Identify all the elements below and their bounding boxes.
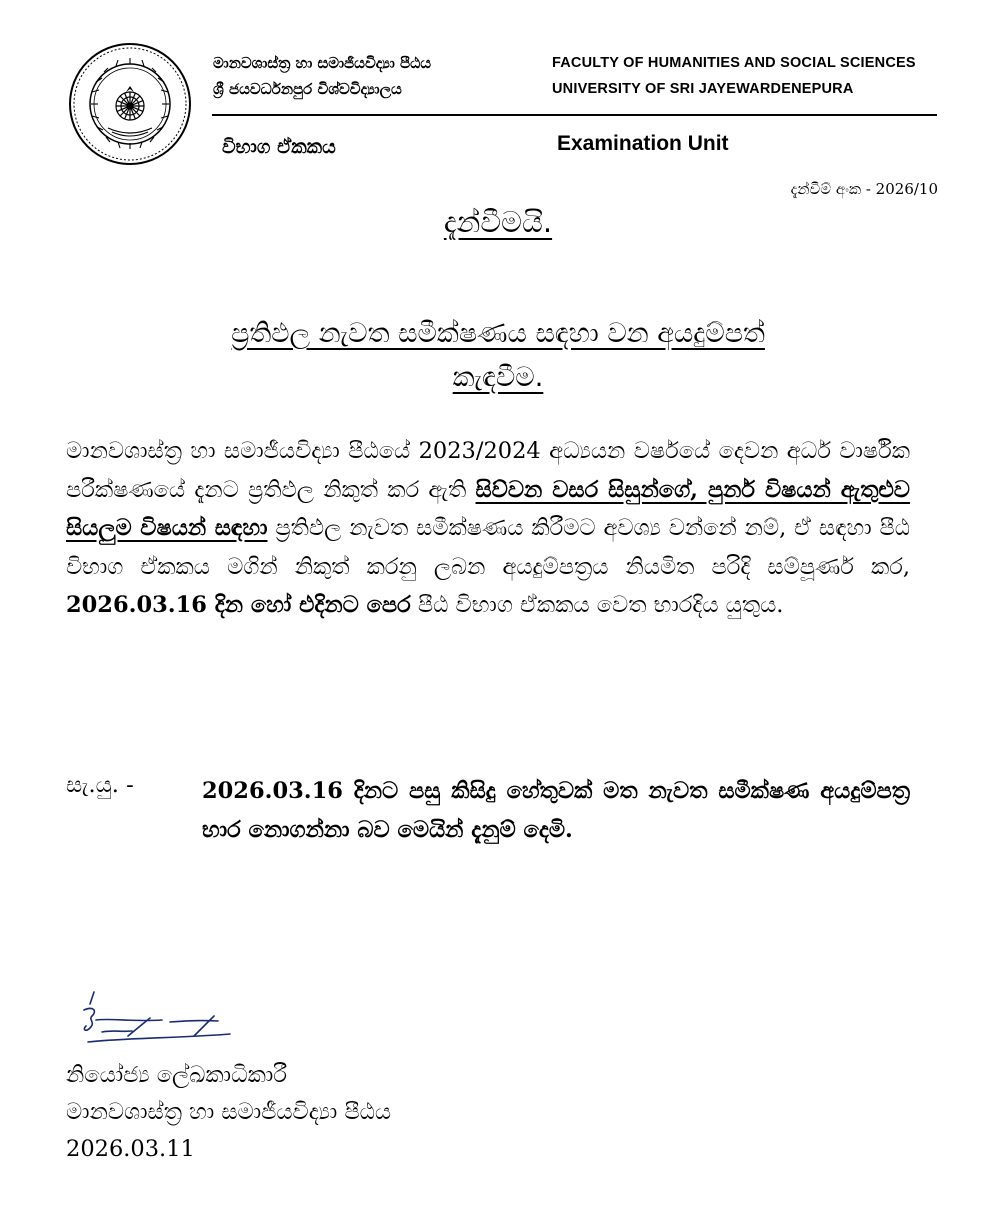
body-deadline: 2026.03.16 දින හෝ එදිනට පෙර <box>66 592 411 618</box>
unit-name-sinhala: විභාග ඒකකය <box>222 136 336 158</box>
subtitle-line-2 <box>0 362 996 394</box>
notice-number: දැන්වීම් අංක - 2026/10 <box>790 180 938 198</box>
header-divider <box>212 114 937 116</box>
university-seal-logo <box>68 42 192 166</box>
subtitle-line-2-text: කැඳවීම. <box>452 362 544 393</box>
signature-image <box>72 988 242 1060</box>
body-paragraph <box>66 432 910 625</box>
body-text-part-1: මානවශාස්ත්‍ර හා සමාජීයවිද්‍යා පීඨයේ 2023/2024 අධ්‍යයන වර්ෂයේ දෙවන අර්ධ වාර්ෂික පරීක්ෂණයේ දැනට ප්‍රතිඵල නිකුත් කර ඇති <box>66 438 910 503</box>
university-name-sinhala: ශ්‍රී ජයවර්ධනපුර විශ්වවිද්‍යාලය <box>213 80 402 98</box>
unit-name-english: Examination Unit <box>557 132 729 155</box>
postscript-text: 2026.03.16 දිනට පසු කිසිදු හේතුවක් මත නැවත සමීක්ෂණ අයදුම්පත්‍ර භාර නොගන්නා බව මෙයින් දැනුම් දෙමි. <box>202 778 910 843</box>
faculty-name-english: FACULTY OF HUMANITIES AND SOCIAL SCIENCES <box>552 55 916 71</box>
body-text-part-2: ප්‍රතිඵල නැවත සමීක්ෂණය කිරීමට අවශ්‍ය වන්නේ නම්, ඒ සඳහා පීඨ විභාග ඒකකය මගින් නිකුත් කරනු ලබන අයදුම්පත්‍රය නියමිත පරිදි සම්පූර්ණ කර, <box>66 515 910 580</box>
signatory-faculty: මානවශාස්ත්‍ර හා සමාජීයවිද්‍යා පීඨය <box>66 1099 392 1125</box>
signatory-date: 2026.03.11 <box>66 1136 195 1162</box>
body-text-part-3: පීඨ විභාග ඒකකය වෙත භාරදිය යුතුය. <box>410 592 784 618</box>
body-emphasis: සිව්වන වසර සිසුන්ගේ, පුනර් විෂයන් ඇතුළුව සියලුම විෂයන් සඳහා <box>66 476 910 541</box>
subtitle-line-1 <box>0 318 996 350</box>
postscript-label: සැ.යු. - <box>66 772 134 798</box>
notice-title <box>0 205 996 240</box>
university-name-english: UNIVERSITY OF SRI JAYEWARDENEPURA <box>552 81 854 97</box>
notice-title-text: දැන්වීමයි. <box>443 205 553 239</box>
faculty-name-sinhala: මානවශාස්ත්‍ර හා සමාජීයවිද්‍යා පීඨය <box>213 54 432 72</box>
signatory-designation: නියෝජ්‍ය ලේඛකාධිකාරී <box>66 1062 287 1088</box>
subtitle-line-1-text: ප්‍රතිඵල නැවත සමීක්ෂණය සඳහා වන අයදුම්පත් <box>231 318 765 349</box>
